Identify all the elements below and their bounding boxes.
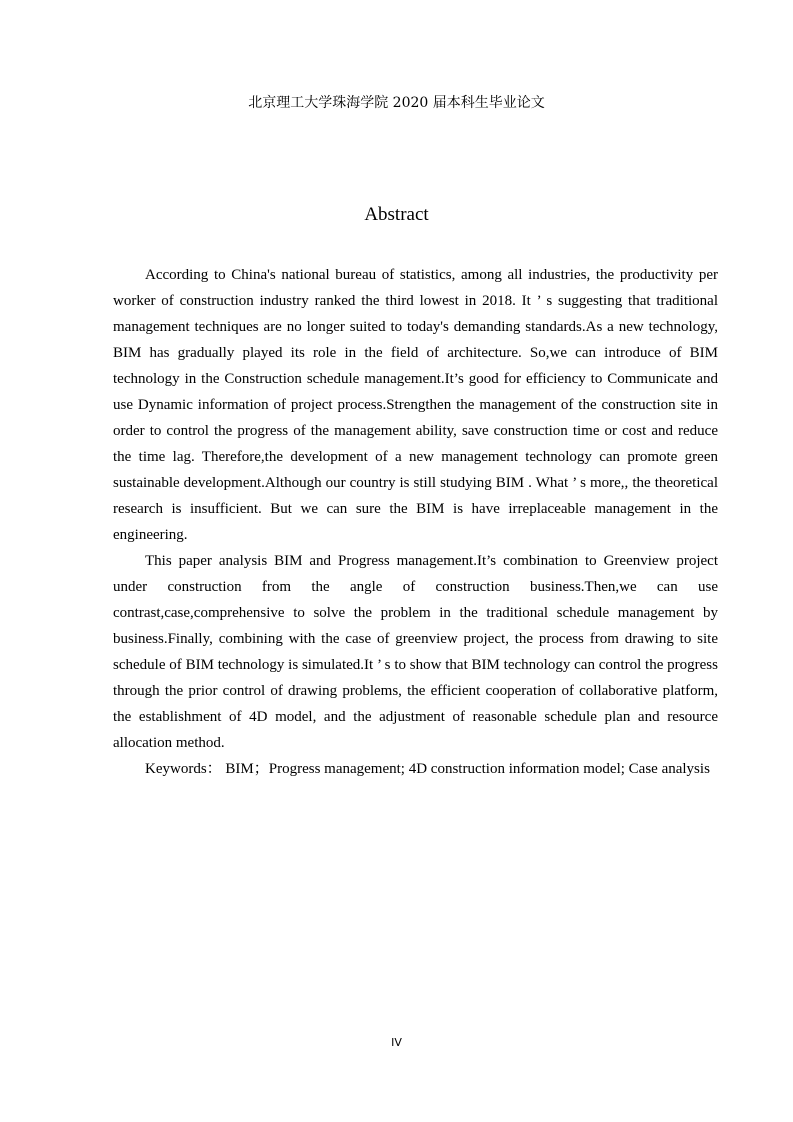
page-number: IV [391,1036,402,1049]
abstract-paragraph-2: This paper analysis BIM and Progress management.It’s combination to Greenview project under construction from the angle of construction business.Then,we can use contrast,case,comprehensive to solve the problem in the traditional schedule management by business.Finally, combining with the case of greenview project, the process from drawing to site schedule of BIM technology is simulated.It ’ s to show that BIM technology can control the progress through the prior control of drawing problems, the efficient cooperation of collaborative platform, the establishment of 4D model, and the adjustment of reasonable schedule plan and resource allocation method. [113,553,718,751]
abstract-body [113,262,718,782]
keywords-text: BIM；Progress management; 4D construction information model; Case analysis [225,761,710,777]
abstract-title: Abstract [364,204,429,225]
keywords-label: Keywords： [145,761,222,777]
page-header: 北京理工大学珠海学院 2020 届本科生毕业论文 [248,95,545,111]
keywords-paragraph [113,756,718,782]
abstract-paragraph-1: According to China's national bureau of statistics, among all industries, the productivity per worker of construction industry ranked the third lowest in 2018. It ’ s suggesting that traditional management techniques are no longer suited to today's demanding standards.As a new technology, BIM has gradually played its role in the field of architecture. So,we can introduce of BIM technology in the Construction schedule management.It’s good for efficiency to Communicate and use Dynamic information of project process.Strengthen the management of the construction site in order to control the progress of the management ability, save construction time or cost and reduce the time lag. Therefore,the development of a new management technology can promote green sustainable development.Although our country is still studying BIM . What ’ s more,, the theoretical research is insufficient. But we can sure the BIM is have irreplaceable management in the engineering. [113,267,718,543]
